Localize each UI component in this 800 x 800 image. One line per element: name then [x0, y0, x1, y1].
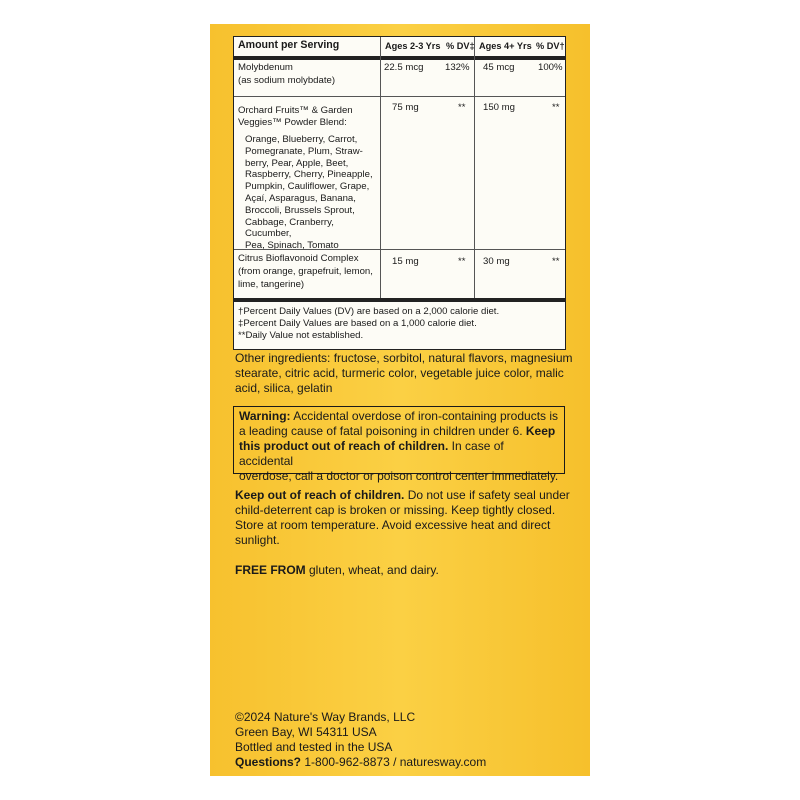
blend-ingredient-line: Broccoli, Brussels Sprout, — [245, 204, 355, 216]
blend-amount-2: 150 mg — [483, 102, 515, 113]
warning-keep-bold-2: this product out of reach of children. — [239, 439, 449, 453]
keep-out-line-1: Do not use if safety seal under — [404, 488, 570, 502]
molybdenum-amount-2: 45 mcg — [483, 62, 515, 73]
header-amount: Amount per Serving — [238, 39, 340, 51]
footnote-2: ‡Percent Daily Values are based on a 1,000 calorie diet. — [238, 318, 477, 329]
address: Green Bay, WI 54311 USA — [235, 725, 377, 739]
blend-dv-1: ** — [458, 102, 466, 113]
footnote-1: †Percent Daily Values (DV) are based on a 2,000 calorie diet. — [238, 306, 500, 317]
citrus-source-line-1: (from orange, grapefruit, lemon, — [238, 266, 373, 277]
blend-ingredients — [238, 134, 378, 252]
bottled-text: Bottled and tested in the USA — [235, 740, 393, 754]
molybdenum-amount-1: 22.5 mcg — [384, 62, 424, 73]
supplement-facts-table — [233, 36, 566, 350]
divider-col-2 — [474, 37, 475, 298]
warning-line-1: Accidental overdose of iron-containing products is — [290, 409, 559, 423]
keep-out-bold: Keep out of reach of children. — [235, 488, 405, 502]
free-from-rest: gluten, wheat, and dairy. — [305, 563, 439, 577]
label-panel — [210, 24, 590, 776]
header-dv-2: % DV† — [536, 41, 565, 51]
blend-dv-2: ** — [552, 102, 560, 113]
keep-out-line-3: Store at room temperature. Avoid excessive heat and direct — [235, 518, 551, 532]
citrus-name: Citrus Bioflavonoid Complex — [238, 253, 359, 264]
row-divider-1 — [234, 96, 565, 97]
citrus-dv-2: ** — [552, 256, 560, 267]
keep-out-section — [235, 488, 575, 548]
blend-name-line-2: Veggies™ Powder Blend: — [238, 117, 347, 128]
row-divider-2 — [234, 249, 565, 250]
molybdenum-source: (as sodium molybdate) — [238, 75, 336, 86]
keep-out-line-2: child-deterrent cap is broken or missing. Keep tightly closed. — [235, 503, 556, 517]
free-from — [235, 563, 575, 578]
other-ingredients-line: acid, silica, gelatin — [235, 381, 333, 395]
warning-keep-bold: Keep — [522, 424, 556, 438]
blend-ingredient-line: Pumpkin, Cauliflower, Grape, — [245, 181, 370, 193]
molybdenum-dv-1: 132% — [445, 62, 470, 73]
other-ingredients — [235, 351, 575, 396]
molybdenum-name: Molybdenum — [238, 62, 293, 73]
contact-info: 1-800-962-8873 / naturesway.com — [301, 755, 487, 769]
blend-ingredient-line: Cabbage, Cranberry, Cucumber, — [245, 216, 334, 240]
blend-ingredient-line: Raspberry, Cherry, Pineapple, — [245, 169, 373, 181]
molybdenum-dv-2: 100% — [538, 62, 563, 73]
warning-line-4: overdose, call a doctor or poison control center immediately. — [239, 469, 559, 483]
warning-box — [233, 406, 565, 483]
warning-line-2: a leading cause of fatal poisoning in children under 6. — [239, 424, 523, 438]
blend-ingredient-line: Pomegranate, Plum, Straw- — [245, 145, 363, 157]
keep-out-line-4: sunlight. — [235, 533, 280, 547]
header-dv-1: % DV‡ — [446, 41, 475, 51]
header-ages-2-3: Ages 2-3 Yrs — [385, 41, 441, 51]
blend-amount-1: 75 mg — [392, 102, 419, 113]
blend-ingredient-line: Pea, Spinach, Tomato — [245, 240, 339, 252]
questions-label: Questions? — [235, 755, 302, 769]
warning-line-3: In case of accidental — [239, 439, 504, 468]
free-from-bold: FREE FROM — [235, 563, 306, 577]
blend-ingredient-line: Açaí, Asparagus, Banana, — [245, 192, 356, 204]
blend-ingredient-line: Orange, Blueberry, Carrot, — [245, 134, 358, 145]
header-rule — [234, 56, 565, 60]
footnote-3: **Daily Value not established. — [238, 330, 364, 341]
divider-col-1 — [380, 37, 381, 298]
citrus-amount-1: 15 mg — [392, 256, 419, 267]
header-ages-4-plus: Ages 4+ Yrs — [479, 41, 532, 51]
company-info — [235, 710, 575, 770]
blend-name-line-1: Orchard Fruits™ & Garden — [238, 105, 353, 116]
blend-ingredient-line: berry, Pear, Apple, Beet, — [245, 157, 349, 169]
other-ingredients-line: stearate, citric acid, turmeric color, vegetable juice color, malic — [235, 366, 564, 380]
citrus-dv-1: ** — [458, 256, 466, 267]
warning-label: Warning: — [239, 409, 291, 423]
citrus-source-line-2: lime, tangerine) — [238, 279, 305, 290]
other-ingredients-line: Other ingredients: fructose, sorbitol, natural flavors, magnesium — [235, 351, 573, 365]
copyright: ©2024 Nature's Way Brands, LLC — [235, 710, 416, 724]
footnote-rule — [234, 298, 565, 302]
citrus-amount-2: 30 mg — [483, 256, 510, 267]
